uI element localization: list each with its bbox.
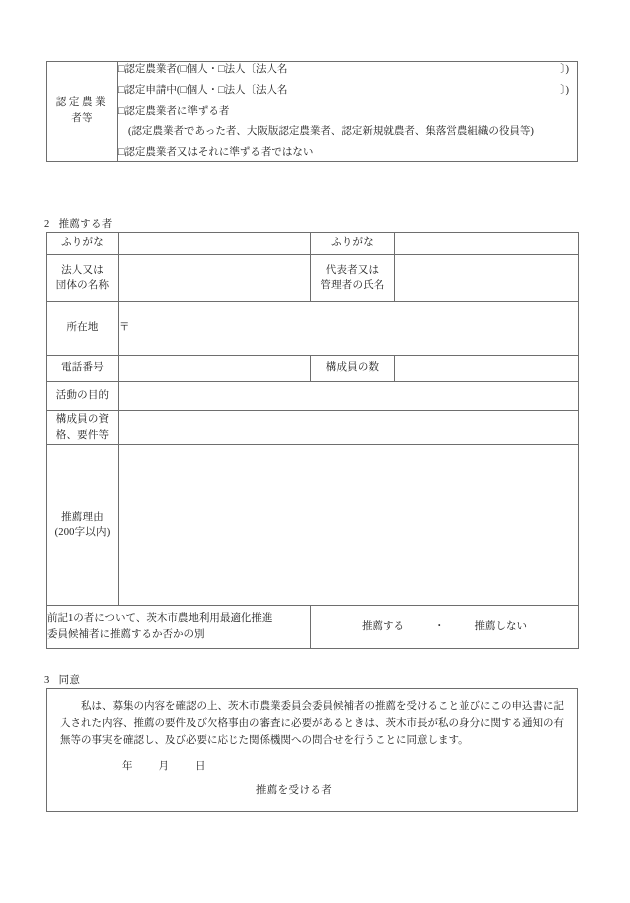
table-row [47,62,578,162]
checkbox-option-applying[interactable] [118,83,577,99]
date-line[interactable] [60,758,564,773]
representative-name-label-line1: 代表者又は [325,264,380,276]
address-input[interactable] [119,302,579,356]
certified-farmer-table [46,61,578,162]
certified-farmer-options-cell [118,62,578,162]
signee-label: 推薦を受ける者 [255,785,333,796]
date-month-label: 月 [158,761,169,772]
telephone-input[interactable] [119,356,311,382]
certified-farmer-label-cell [47,62,118,162]
recommendation-reason-label-line2: (200字以内) [54,527,111,538]
consent-section [46,688,578,812]
organization-name-input[interactable] [119,255,311,302]
decision-question [47,606,311,649]
recommender-table [46,232,579,649]
equivalent-note: (認定農業者であった者、大阪版認定農業者、認定新規就農者、集落営農組織の役員等) [128,126,534,138]
recommendation-reason-label [47,445,119,606]
decision-option-not-recommend[interactable]: 推薦しない [474,620,527,632]
section-2-caption [44,216,113,231]
checkbox-option-none-label: □認定農業者又はそれに準ずる者ではない [118,147,314,158]
section-3-number: 3 [44,675,50,686]
consent-text: 私は、募集の内容を確認の上、茨木市農業委員会委員候補者の推薦を受けること並びにこの申込書に記入された内容、推薦の要件及び欠格事由の審査に必要があるときは、茨木市長が私の身分に関する通知の有無等の事実を確認し、及び必要に応じた関係機関への問合せを行うことに同意します。 [60,701,564,746]
representative-name-input[interactable] [395,255,579,302]
checkbox-option-certified-label: □認定農業者(□個人・□法人〔法人名 [118,64,288,75]
checkbox-option-equivalent[interactable] [118,104,577,120]
section-3-caption [44,672,80,687]
postal-mark-icon: 〒 [119,322,130,334]
date-day-label: 日 [195,761,206,772]
decision-choices [311,606,579,649]
decision-question-line2: 委員候補者に推薦するか否かの別 [47,629,205,640]
table-row-furigana [47,233,579,255]
qualification-label-line1: 構成員の資 [55,414,110,426]
member-count-label: 構成員の数 [311,356,395,382]
recommendation-reason-label-line1: 推薦理由 [61,511,104,523]
certified-farmer-section [46,61,578,162]
organization-name-label [47,255,119,302]
checkbox-option-applying-tail: 〕) [560,84,569,96]
certified-farmer-label-line1: 認定農業 [55,97,109,109]
recommendation-reason-input[interactable] [119,445,579,606]
address-label: 所在地 [47,302,119,356]
decision-separator: ・ [434,620,445,632]
furigana-right-label: ふりがな [311,233,395,255]
section-2-number: 2 [44,219,50,230]
section-2-title: 推薦する者 [58,219,113,230]
organization-name-label-line2: 団体の名称 [55,280,110,291]
decision-option-recommend[interactable]: 推薦する [362,620,404,632]
furigana-left-label: ふりがな [47,233,119,255]
telephone-label: 電話番号 [47,356,119,382]
organization-name-label-line1: 法人又は [61,264,104,276]
checkbox-option-none[interactable] [118,145,577,161]
table-row-telephone [47,356,579,382]
table-row-activity-purpose [47,382,579,411]
qualification-input[interactable] [119,411,579,445]
representative-name-label-line2: 管理者の氏名 [320,280,385,291]
checkbox-option-certified[interactable] [118,62,577,78]
qualification-label-line2: 格、要件等 [55,429,110,441]
certified-farmer-label-line2: 者等 [71,113,93,125]
member-count-input[interactable] [395,356,579,382]
table-row-address [47,302,579,356]
date-year-label: 年 [122,761,133,772]
table-row-recommendation-reason [47,445,579,606]
decision-question-line1: 前記1の者について、茨木市農地利用最適化推進 [47,612,273,624]
activity-purpose-label: 活動の目的 [47,382,119,411]
qualification-label [47,411,119,445]
table-row-qualification [47,411,579,445]
checkbox-option-certified-tail: 〕) [560,64,569,75]
representative-name-label [311,255,395,302]
table-row-organization-name [47,255,579,302]
furigana-left-input[interactable] [119,233,311,255]
checkbox-option-applying-label: □認定申請中(□個人・□法人〔法人名 [118,84,288,96]
checkbox-option-equivalent-label: □認定農業者に準ずる者 [118,105,230,117]
activity-purpose-input[interactable] [119,382,579,411]
recommender-section [46,232,579,649]
section-3-title: 同意 [58,675,81,686]
furigana-right-input[interactable] [395,233,579,255]
table-row-decision [47,606,579,649]
